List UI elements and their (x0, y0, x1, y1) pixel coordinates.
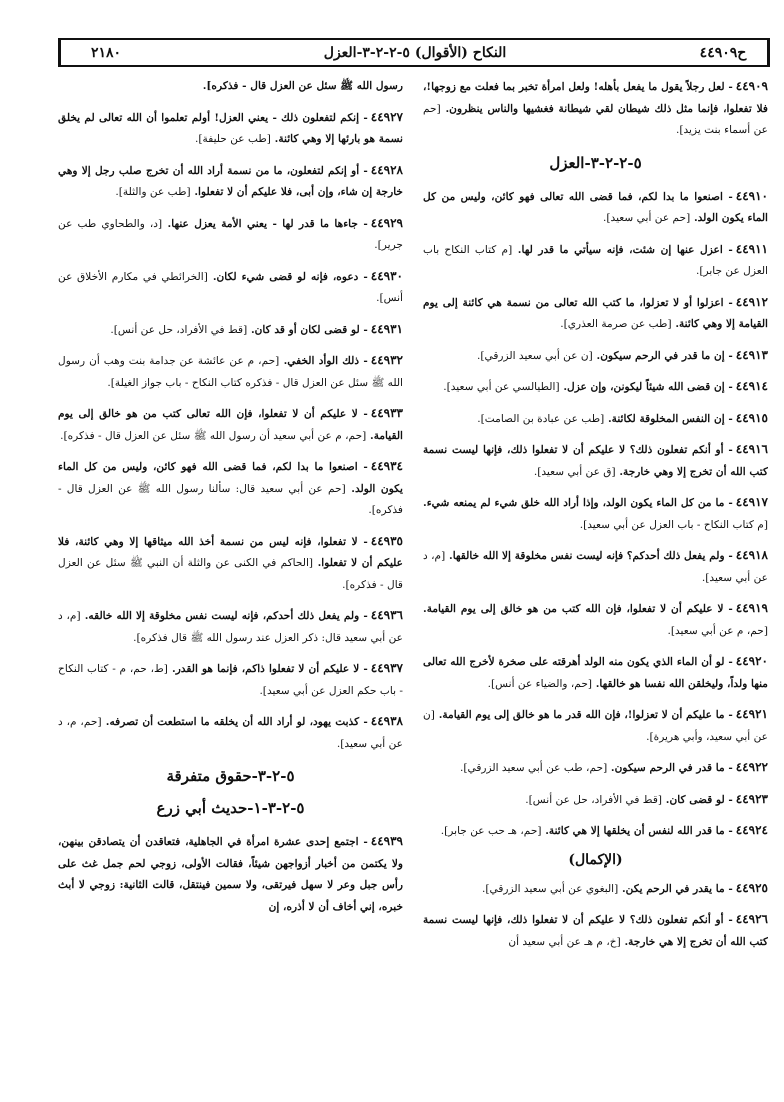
hadith-number: ٤٤٩١٥ (735, 410, 768, 425)
hadith-entry (58, 531, 403, 597)
hadith-number: ٤٤٩٣٨ (370, 714, 403, 728)
hadith-text: - اصنعوا ما بدا لكم، فما قضى الله تعالى فهو كائن، وليس من كل الماء يكون الولد. (423, 190, 768, 224)
hadith-source: [طب عن صرمة العذري]. (560, 318, 672, 330)
hadith-number: ٤٤٩٢٨ (370, 162, 403, 177)
page-header (58, 38, 770, 67)
hadith-text: - لعل رجلاً يقول ما يفعل بأهله! ولعل امرأة تخبر بما فعلت مع زوجها!، فلا تفعلوا، فإنما مثل ذلك شيطان لقي شيطانة فغشيها والناس ينظرون. (423, 81, 768, 115)
hadith-source: [م، د عن أبي سعيد قال: ذكر العزل عند رسول الله ﷺ قال فذكره]. (58, 610, 403, 644)
hadith-number: ٤٤٩١٠ (735, 188, 768, 203)
hadith-entry (423, 545, 768, 589)
hadith-source: [قط في الأفراد، حل عن أنس]. (525, 793, 663, 806)
hadith-source: [حم، هـ حب عن جابر]. (440, 825, 542, 837)
hadith-entry (58, 658, 403, 702)
hadith-text: - إن النفس المخلوقة لكائنة. (607, 412, 733, 425)
hadith-text: - لا تفعلوا، فإنه ليس من نسمة أخذ الله ميثاقها إلا وهي كائنة، فلا عليكم أن لا تفعلوا. (58, 535, 403, 569)
hadith-source: [حم عن أبي سعيد]. (603, 212, 691, 224)
hadith-text: - لو أن الماء الذي يكون منه الولد أهرقته على صخرة لأخرج الله تعالى منها ولداً، وليخلقن الله نفسا هو خالقها. (423, 656, 768, 690)
hadith-source: [طب عن والثلة]. (115, 186, 191, 198)
hadith-number: ٤٤٩٣٢ (370, 353, 403, 367)
hadith-entry (58, 76, 403, 98)
hadith-entry (423, 439, 768, 483)
hadith-source: [خ، م هـ عن أبي سعيد أن (508, 935, 621, 948)
hadith-number: ٤٤٩٣٠ (370, 268, 403, 283)
hadith-entry (58, 403, 403, 447)
hadith-number: ٤٤٩١٧ (735, 495, 768, 509)
hadith-number: ٤٤٩١١ (735, 241, 768, 256)
hadith-text: - ما قدر الله لنفس أن يخلقها إلا هي كائنة. (545, 825, 733, 837)
hadith-entry (423, 909, 768, 953)
hadith-entry (423, 598, 768, 642)
hadith-entry (423, 408, 768, 431)
hadith-source: [ق عن أبي سعيد]. (533, 465, 616, 478)
hadith-text: - دعوه، فإنه لو قضى شيء لكان. (212, 270, 368, 283)
hadith-number: ٤٤٩٣٧ (370, 661, 403, 675)
hadith-entry (58, 107, 403, 151)
hadith-source: [الحاكم في الكنى عن والثلة أن النبي ﷺ سئل عن العزل قال - فذكره]. (58, 557, 403, 591)
hadith-entry (423, 757, 768, 780)
hadith-text: - ذلك الوأد الخفي. (283, 355, 368, 367)
hadith-number: ٤٤٩٣٥ (370, 533, 403, 548)
hadith-text: - لو قضى لكان أو قد كان. (250, 323, 368, 336)
section-heading: ٥-٢-٣-١-حديث أبي زرع (156, 799, 305, 817)
hadith-entry (423, 292, 768, 336)
hadith-text: - اعزل عنها إن شئت، فإنه سيأتي ما قدر لها. (517, 243, 733, 256)
hadith-entry (423, 878, 768, 901)
hadith-source: [طب عن حليفة]. (195, 133, 271, 145)
hadith-number: ٤٤٩٣٤ (370, 459, 403, 473)
hadith-text: - ما يقدر في الرحم يكن. (621, 882, 733, 895)
hadith-entry (58, 350, 403, 394)
hadith-number: ٤٤٩٢٧ (370, 109, 403, 124)
hadith-text: - ولم يفعل ذلك أحدكم، فإنه ليست نفس مخلوقة إلا الله خالقه. (84, 610, 368, 622)
hadith-text: - لو قضى كان. (665, 793, 733, 806)
hadith-number: ٤٤٩١٤ (735, 379, 768, 393)
page-number: ٢١٨٠ (60, 40, 151, 65)
hadith-source: [طب عن عبادة بن الصامت]. (477, 412, 605, 425)
hadith-text: - ما عليكم أن لا تعزلوا!، فإن الله قدر ما هو خالق إلى يوم القيامة. (438, 709, 733, 721)
hadith-entry (423, 789, 768, 812)
hadith-number: ٤٤٩٣٦ (370, 608, 403, 622)
hadith-entry (423, 239, 768, 283)
hadith-number: ٤٤٩٢١ (735, 707, 768, 721)
hadith-number: ٤٤٩٣٣ (370, 406, 403, 420)
hadith-entry (58, 213, 403, 257)
right-column (423, 76, 768, 1091)
hadith-number: ٤٤٩٢٩ (370, 215, 403, 230)
hadith-source: [ن عن أبي سعيد، وأبي هريرة]. (423, 709, 768, 743)
hadith-text: - لا عليكم أن لا تفعلوا، فإن الله تعالى كتب من هو خالق إلى يوم القيامة. (58, 408, 403, 442)
hadith-number: ٤٤٩١٢ (735, 294, 768, 309)
hadith-number: ٤٤٩٢٠ (735, 654, 768, 668)
hadith-range: ح٤٤٩٠٩ (679, 40, 768, 65)
hadith-entry (423, 651, 768, 695)
hadith-source: [البغوي عن أبي سعيد الزرقي]. (482, 882, 619, 895)
hadith-text: - لا عليكم أن لا تفعلوا ذاكم، فإنما هو القدر. (172, 663, 368, 675)
hadith-source: [حم عن أبي سعيد قال: سألنا رسول الله ﷺ عن العزل قال - فذكره]. (58, 482, 403, 516)
hadith-entry (58, 266, 403, 310)
page (58, 38, 768, 1094)
hadith-entry (58, 319, 403, 342)
hadith-source: [حم، والضياء عن أنس]. (487, 677, 593, 690)
hadith-number: ٤٤٩١٩ (735, 601, 768, 615)
section-heading: (الإكمال) (568, 851, 623, 868)
section-heading: ٥-٢-٣-حقوق متفرقة (166, 767, 295, 785)
running-title: النكاح (الأقوال) ٥-٢-٢-٣-العزل (323, 44, 507, 61)
hadith-entry (58, 711, 403, 755)
hadith-text: - ولم يفعل ذلك أحدكم؟ فإنه ليست نفس مخلوقة إلا الله خالقها. (449, 550, 733, 562)
hadith-text: - إن ما قدر في الرحم سيكون. (596, 349, 733, 362)
hadith-text: رسول الله ﷺ سئل عن العزل قال - فذكره]. (202, 80, 403, 92)
hadith-number: ٤٤٩١٨ (735, 548, 768, 562)
hadith-text: - اصنعوا ما بدا لكم، فما قضى الله فهو كائن، وليس من كل الماء يكون الولد. (58, 461, 403, 495)
hadith-text: - اجتمع إحدى عشرة امرأة في الجاهلية، فتعاقدن أن يتصادقن بينهن، ولا يكتمن من أخبار أزواجهن شيئاً، فقالت الأولى، زوجي لحم جمل غث على رأس جبل وعر لا سهل فيرتقى، ولا سمين فينتقل، قالت الثانية: زوجي لا أبث خبره، إني أخاف أن لا أذره، إن (58, 836, 403, 913)
hadith-entry (58, 831, 403, 918)
hadith-entry (423, 820, 768, 843)
section-heading: ٥-٢-٢-٣-العزل (549, 153, 642, 172)
hadith-number: ٤٤٩٢٢ (735, 760, 768, 774)
hadith-source: [حم، م عن أبي سعيد]. (667, 624, 768, 637)
hadith-entry (58, 456, 403, 522)
text-columns (58, 76, 768, 1091)
hadith-text: - جاءها ما قدر لها - يعني الأمة يعزل عنها. (167, 217, 368, 230)
hadith-source: [حم عن أسماء بنت يزيد]. (423, 102, 768, 136)
hadith-text: - إن قضى الله شيئاً ليكونن، وإن عزل. (563, 381, 733, 393)
hadith-source: [حم، طب عن أبي سعيد الزرقي]. (460, 762, 608, 774)
hadith-source: [حم، م عن عائشة عن جدامة بنت وهب أن رسول الله ﷺ سئل عن العزل قال - فذكره كتاب النكاح - باب جواز الغيلة]. (58, 355, 403, 389)
hadith-text: - أو إنكم لتفعلون، ما من نسمة أراد الله أن تخرج صلب رجل إلا وهي خارجة إن شاء، وإن أبى، فلا عليكم أن لا تفعلوا. (58, 164, 403, 198)
hadith-number: ٤٤٩٢٦ (735, 912, 768, 926)
hadith-number: ٤٤٩٢٣ (735, 791, 768, 806)
hadith-number: ٤٤٩٠٩ (735, 79, 768, 93)
hadith-number: ٤٤٩١٣ (735, 347, 768, 362)
hadith-number: ٤٤٩٢٥ (735, 880, 768, 895)
hadith-source: [حم، م عن أبي سعيد أن رسول الله ﷺ سئل عن العزل قال - فذكره]. (60, 429, 367, 442)
hadith-source: [م، د عن أبي سعيد]. (423, 550, 768, 584)
hadith-number: ٤٤٩٣٩ (370, 834, 403, 848)
hadith-entry (423, 76, 768, 142)
hadith-source: [ط، حم، م - كتاب النكاح - باب حكم العزل عن أبي سعيد]. (58, 663, 403, 697)
hadith-source: [حم، م، د عن أبي سعيد]. (58, 716, 403, 750)
hadith-text: - ما قدر في الرحم سيكون. (610, 762, 733, 774)
hadith-entry (423, 376, 768, 399)
hadith-source: [قط في الأفراد، حل عن أنس]. (110, 323, 248, 336)
hadith-source: [الخرائطي في مكارم الأخلاق عن أنس]. (58, 270, 403, 304)
hadith-number: ٤٤٩٣١ (370, 321, 403, 336)
hadith-entry (423, 492, 768, 536)
hadith-text: - ما من كل الماء يكون الولد، وإذا أراد الله خلق شيء لم يمنعه شيء. (423, 497, 733, 509)
hadith-source: [ن عن أبي سعيد الزرقي]. (477, 349, 593, 362)
hadith-entry (58, 160, 403, 204)
left-column (58, 76, 403, 1091)
hadith-text: - إنكم لتفعلون ذلك - يعني العزل! أولم تعلموا أن الله تعالى لم يخلق نسمة هو بارئها إلا وهي كائنة. (58, 111, 403, 145)
hadith-source: [د، والطحاوي طب عن جرير]. (58, 217, 403, 251)
hadith-entry (423, 345, 768, 368)
hadith-text: - كذبت يهود، لو أراد الله أن يخلقه ما استطعت أن تصرفه. (105, 716, 368, 728)
hadith-text: - أو أنكم تفعلون ذلك؟ لا عليكم أن لا تفعلوا ذلك، فإنها ليست نسمة كتب الله أن تخرج إلا هي خارجة. (423, 914, 768, 948)
hadith-entry (423, 704, 768, 748)
hadith-text: - أو أنكم تفعلون ذلك؟ لا عليكم أن لا تفعلوا ذلك، فإنها ليست نسمة كتب الله أن تخرج إلا وهي خارجة. (423, 444, 768, 478)
hadith-entry (423, 186, 768, 230)
hadith-text: - اعزلوا أو لا تعزلوا، ما كتب الله تعالى من نسمة هي كائنة إلى يوم القيامة إلا وهي كائنة. (423, 296, 768, 330)
hadith-source: [م كتاب النكاح - باب العزل عن أبي سعيد]. (579, 518, 768, 531)
hadith-number: ٤٤٩١٦ (735, 442, 768, 456)
hadith-source: [م كتاب النكاح باب العزل عن جابر]. (423, 243, 768, 277)
hadith-source: [الطيالسي عن أبي سعيد]. (443, 381, 560, 393)
hadith-number: ٤٤٩٢٤ (735, 823, 768, 837)
hadith-text: - لا عليكم أن لا تفعلوا، فإن الله كتب من هو خالق إلى يوم القيامة. (423, 603, 733, 615)
hadith-entry (58, 605, 403, 649)
